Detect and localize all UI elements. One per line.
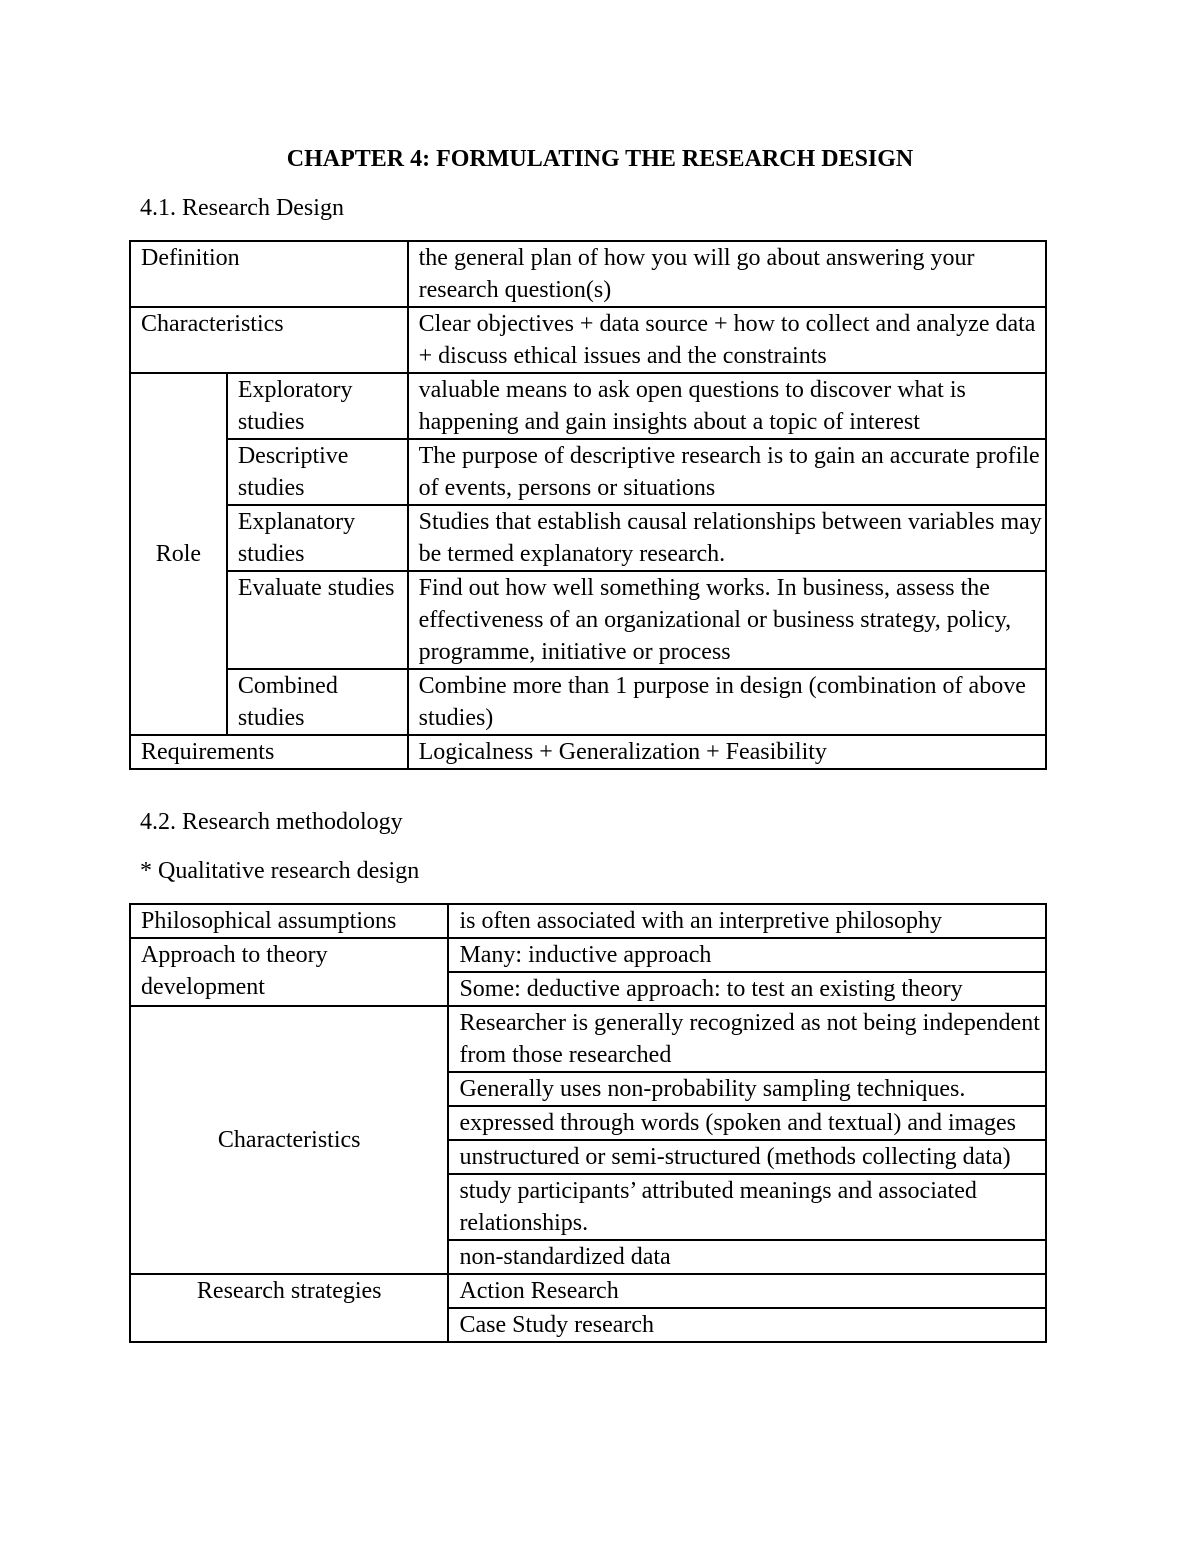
table-row [130,1006,1046,1072]
table-row [130,669,1046,735]
role-desc: Find out how well something works. In business, assess the effectiveness of an organizational or business strategy, policy, programme, initiative or process [408,571,1046,669]
row-value: the general plan of how you will go about answering your research question(s) [408,241,1046,307]
table-row [130,1274,1046,1308]
row-label: Characteristics [130,1006,448,1274]
table-row [130,904,1046,938]
row-value: non-standardized data [448,1240,1046,1274]
table-row [130,505,1046,571]
table-row [130,307,1046,373]
research-design-table [129,240,1047,770]
section-heading-research-design: 4.1. Research Design [140,195,344,221]
row-value: Some: deductive approach: to test an existing theory [448,972,1046,1006]
row-value: Action Research [448,1274,1046,1308]
row-label: Approach to theory development [130,938,448,1006]
row-value: unstructured or semi-structured (methods collecting data) [448,1140,1046,1174]
role-label: Role [130,373,227,735]
row-label: Philosophical assumptions [130,904,448,938]
row-value: Researcher is generally recognized as not being independent from those researched [448,1006,1046,1072]
role-type: Explanatory studies [227,505,408,571]
row-label: Requirements [130,735,408,769]
row-value: Logicalness + Generalization + Feasibility [408,735,1046,769]
row-value: is often associated with an interpretive philosophy [448,904,1046,938]
role-desc: valuable means to ask open questions to discover what is happening and gain insights about a topic of interest [408,373,1046,439]
table-row [130,938,1046,972]
row-value: study participants’ attributed meanings and associated relationships. [448,1174,1046,1240]
row-label: Definition [130,241,408,307]
table-row [130,373,1046,439]
subheading-qualitative: * Qualitative research design [140,858,420,884]
role-type: Descriptive studies [227,439,408,505]
role-type: Evaluate studies [227,571,408,669]
row-label: Research strategies [130,1274,448,1342]
qualitative-design-table [129,903,1047,1343]
page-title: CHAPTER 4: FORMULATING THE RESEARCH DESIGN [286,146,914,172]
row-value: expressed through words (spoken and textual) and images [448,1106,1046,1140]
row-value: Many: inductive approach [448,938,1046,972]
row-value: Generally uses non-probability sampling techniques. [448,1072,1046,1106]
role-type: Exploratory studies [227,373,408,439]
table-row [130,439,1046,505]
role-type: Combined studies [227,669,408,735]
table-row [130,241,1046,307]
row-label: Characteristics [130,307,408,373]
row-value: Case Study research [448,1308,1046,1342]
role-desc: Combine more than 1 purpose in design (combination of above studies) [408,669,1046,735]
section-heading-research-methodology: 4.2. Research methodology [140,809,403,835]
role-desc: The purpose of descriptive research is to gain an accurate profile of events, persons or situations [408,439,1046,505]
role-desc: Studies that establish causal relationships between variables may be termed explanatory research. [408,505,1046,571]
table-row [130,735,1046,769]
row-value: Clear objectives + data source + how to collect and analyze data + discuss ethical issues and the constraints [408,307,1046,373]
table-row [130,571,1046,669]
